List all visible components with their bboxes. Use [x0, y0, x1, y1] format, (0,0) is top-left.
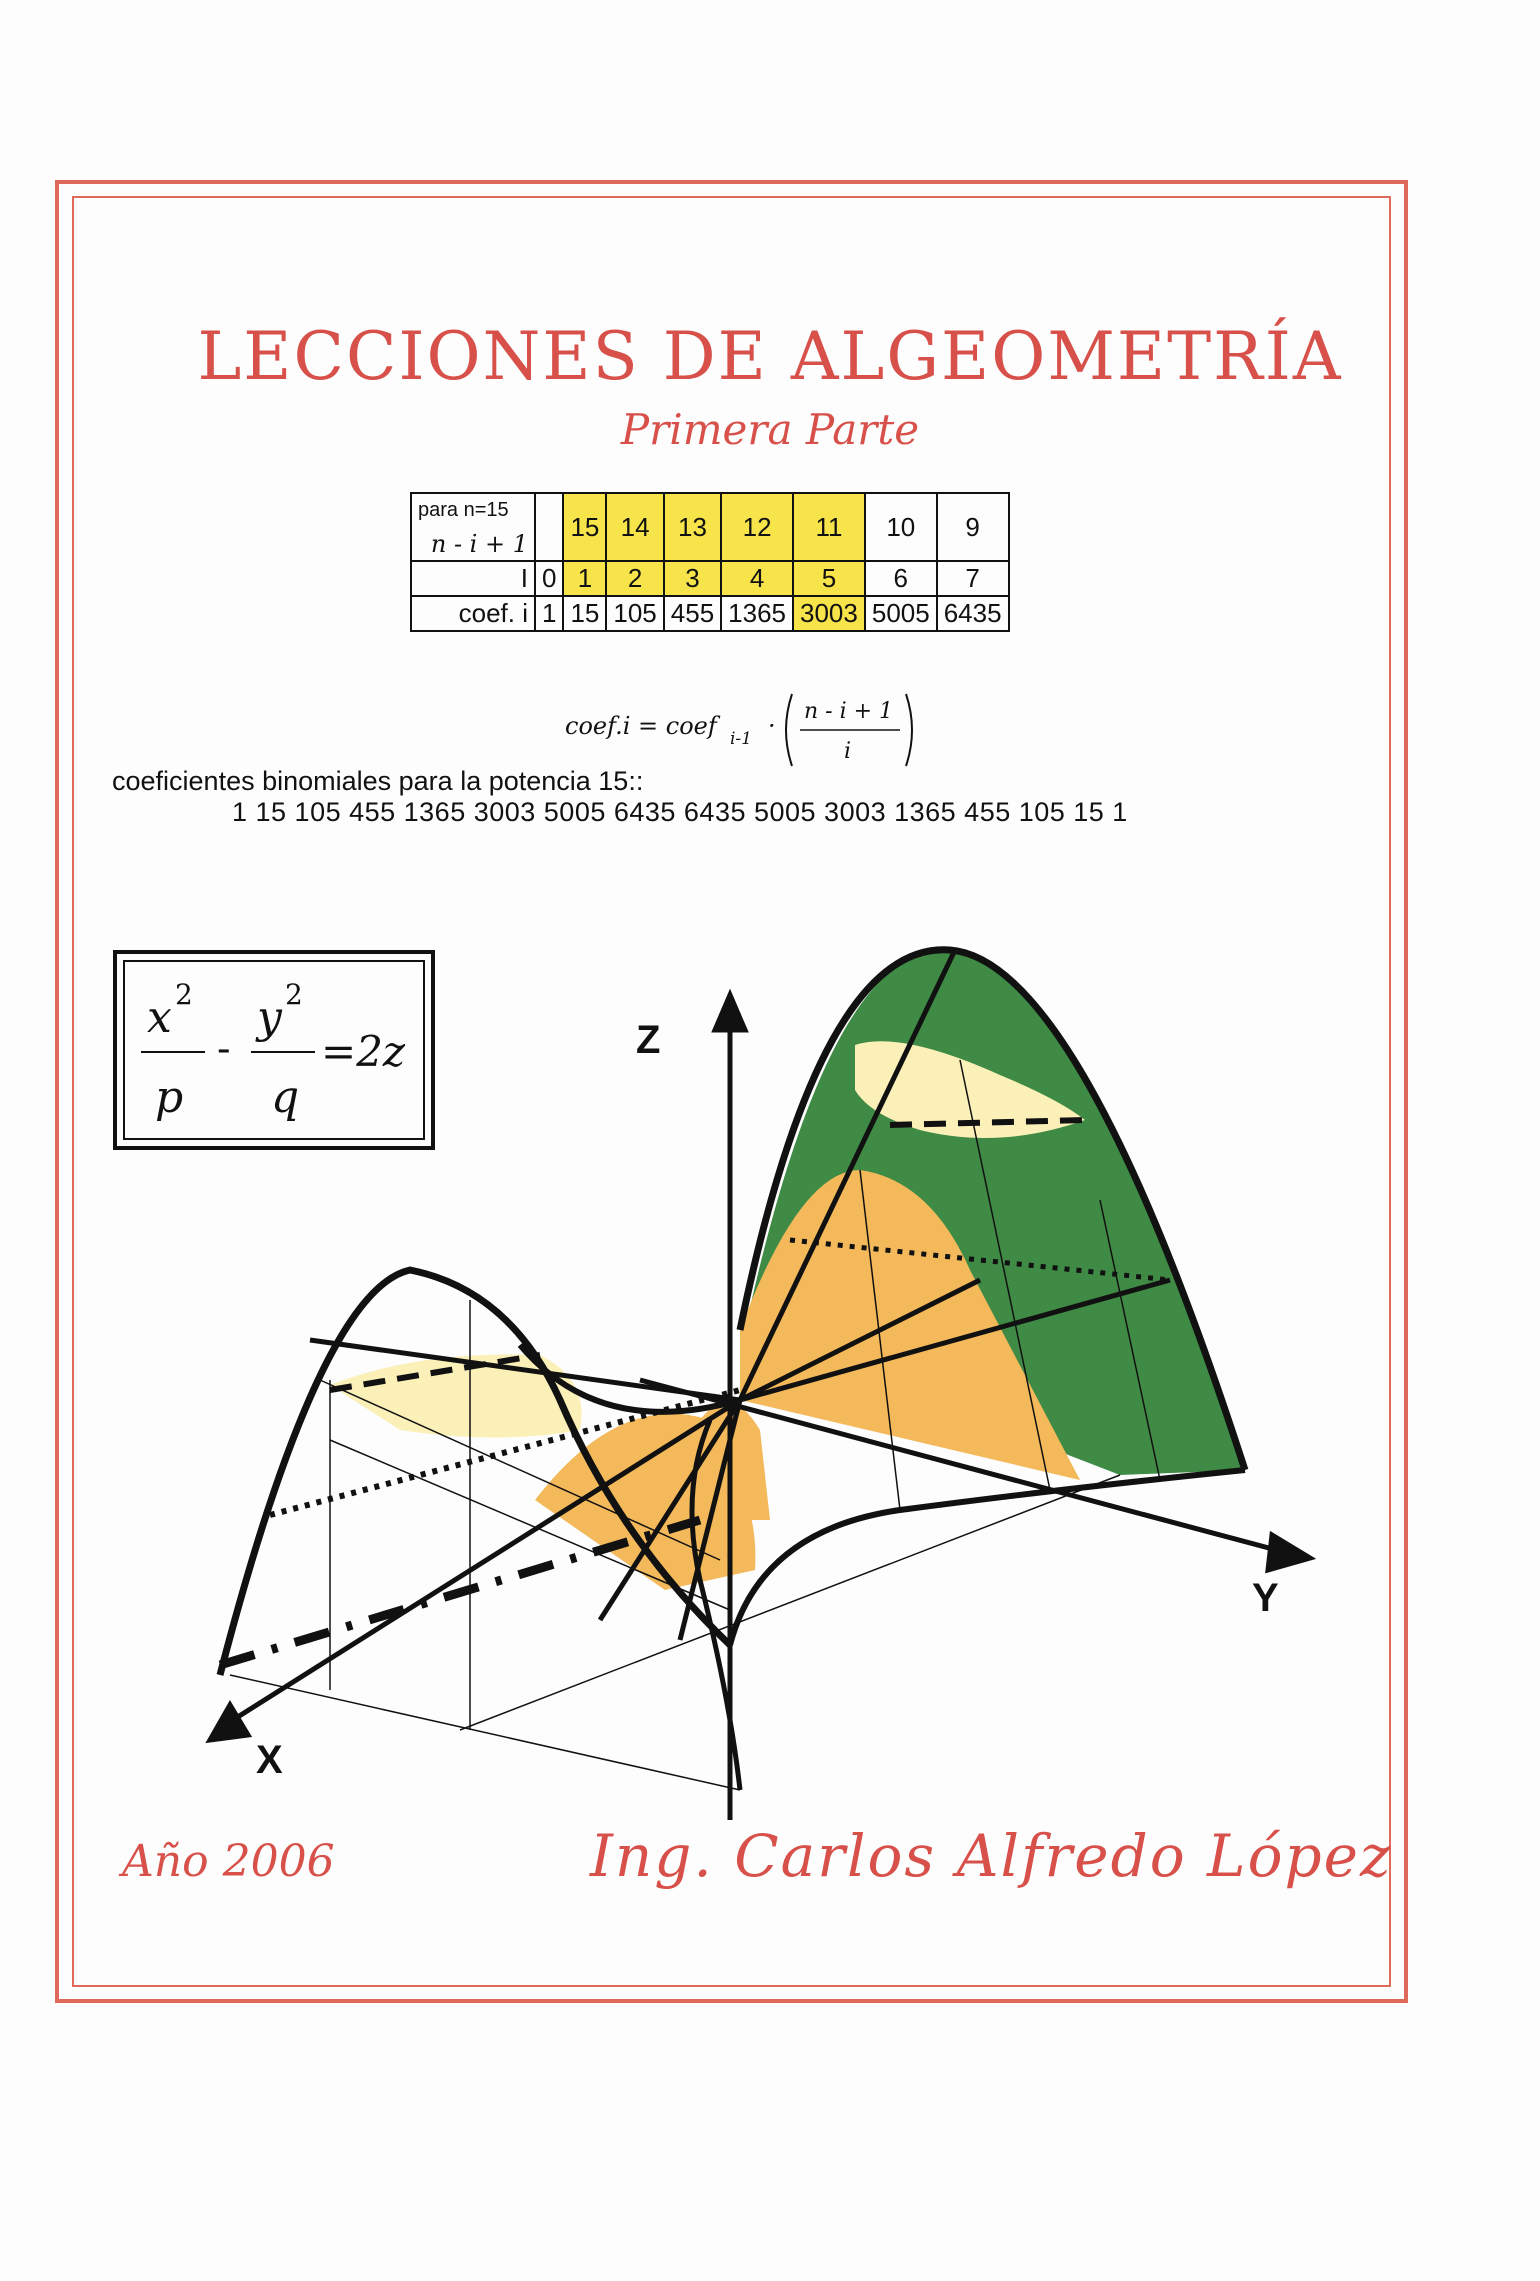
- z-axis-label: Z: [636, 1018, 661, 1062]
- table-cell: 5005: [865, 596, 937, 631]
- table-cell: 11: [793, 493, 865, 561]
- table-cell: 1365: [721, 596, 793, 631]
- table-cell: 0: [535, 561, 563, 596]
- table-cell: 2: [606, 561, 663, 596]
- binomial-heading: coeficientes binomiales para la potencia 15::: [112, 766, 644, 796]
- table-cell: 1: [535, 596, 563, 631]
- eq-y: y: [257, 992, 282, 1043]
- table-cell: 14: [606, 493, 663, 561]
- table-cell: 5: [793, 561, 865, 596]
- table-cell: 7: [937, 561, 1009, 596]
- table-cell: 12: [721, 493, 793, 561]
- publication-year: Año 2006: [122, 1836, 335, 1887]
- table-row-label: I: [411, 561, 535, 596]
- eq-minus: -: [217, 1026, 231, 1072]
- table-cell: 15: [563, 596, 606, 631]
- x-axis-arrow: [210, 1705, 248, 1740]
- table-cell: 455: [664, 596, 721, 631]
- formula-dot: ·: [768, 712, 776, 740]
- table-cell: 1: [563, 561, 606, 596]
- author-name: Ing. Carlos Alfredo López: [590, 1822, 1393, 1890]
- table-cell: 13: [664, 493, 721, 561]
- table-row-label: n - i + 1: [411, 527, 535, 561]
- table-row-label: coef. i: [411, 596, 535, 631]
- eq-q: q: [271, 1072, 300, 1123]
- table-cell: 9: [937, 493, 1009, 561]
- y-axis-label: Y: [1252, 1576, 1279, 1620]
- table-cell: 4: [721, 561, 793, 596]
- eq-p: p: [155, 1072, 184, 1123]
- y-axis-arrow: [1268, 1535, 1310, 1570]
- table-cell: 105: [606, 596, 663, 631]
- eq-x: x: [147, 992, 172, 1043]
- eq-y-exp: 2: [285, 978, 303, 1011]
- formula-subscript: i-1: [730, 729, 752, 749]
- table-cell: 3: [664, 561, 721, 596]
- eq-x-exp: 2: [175, 978, 193, 1011]
- table-cell: 3003: [793, 596, 865, 631]
- saddle-edge: [730, 1470, 1245, 1645]
- page-subtitle: Primera Parte: [620, 405, 920, 454]
- table-cell: 6435: [937, 596, 1009, 631]
- page-title: LECCIONES DE ALGEOMETRÍA: [197, 318, 1343, 395]
- table-header-label: para n=15: [411, 493, 535, 527]
- z-axis-arrow: [715, 995, 745, 1030]
- eq-rhs: =2z: [321, 1027, 406, 1076]
- table-cell: 10: [865, 493, 937, 561]
- table-cell: 15: [563, 493, 606, 561]
- formula-denominator: i: [844, 739, 852, 764]
- formula-numerator: n - i + 1: [804, 699, 894, 724]
- formula-lhs: coef.i = coef: [565, 712, 717, 740]
- binomial-values: 1 15 105 455 1365 3003 5005 6435 6435 5005 3003 1365 455 105 15 1: [232, 797, 1128, 827]
- table-cell: 6: [865, 561, 937, 596]
- x-axis-label: X: [256, 1738, 283, 1782]
